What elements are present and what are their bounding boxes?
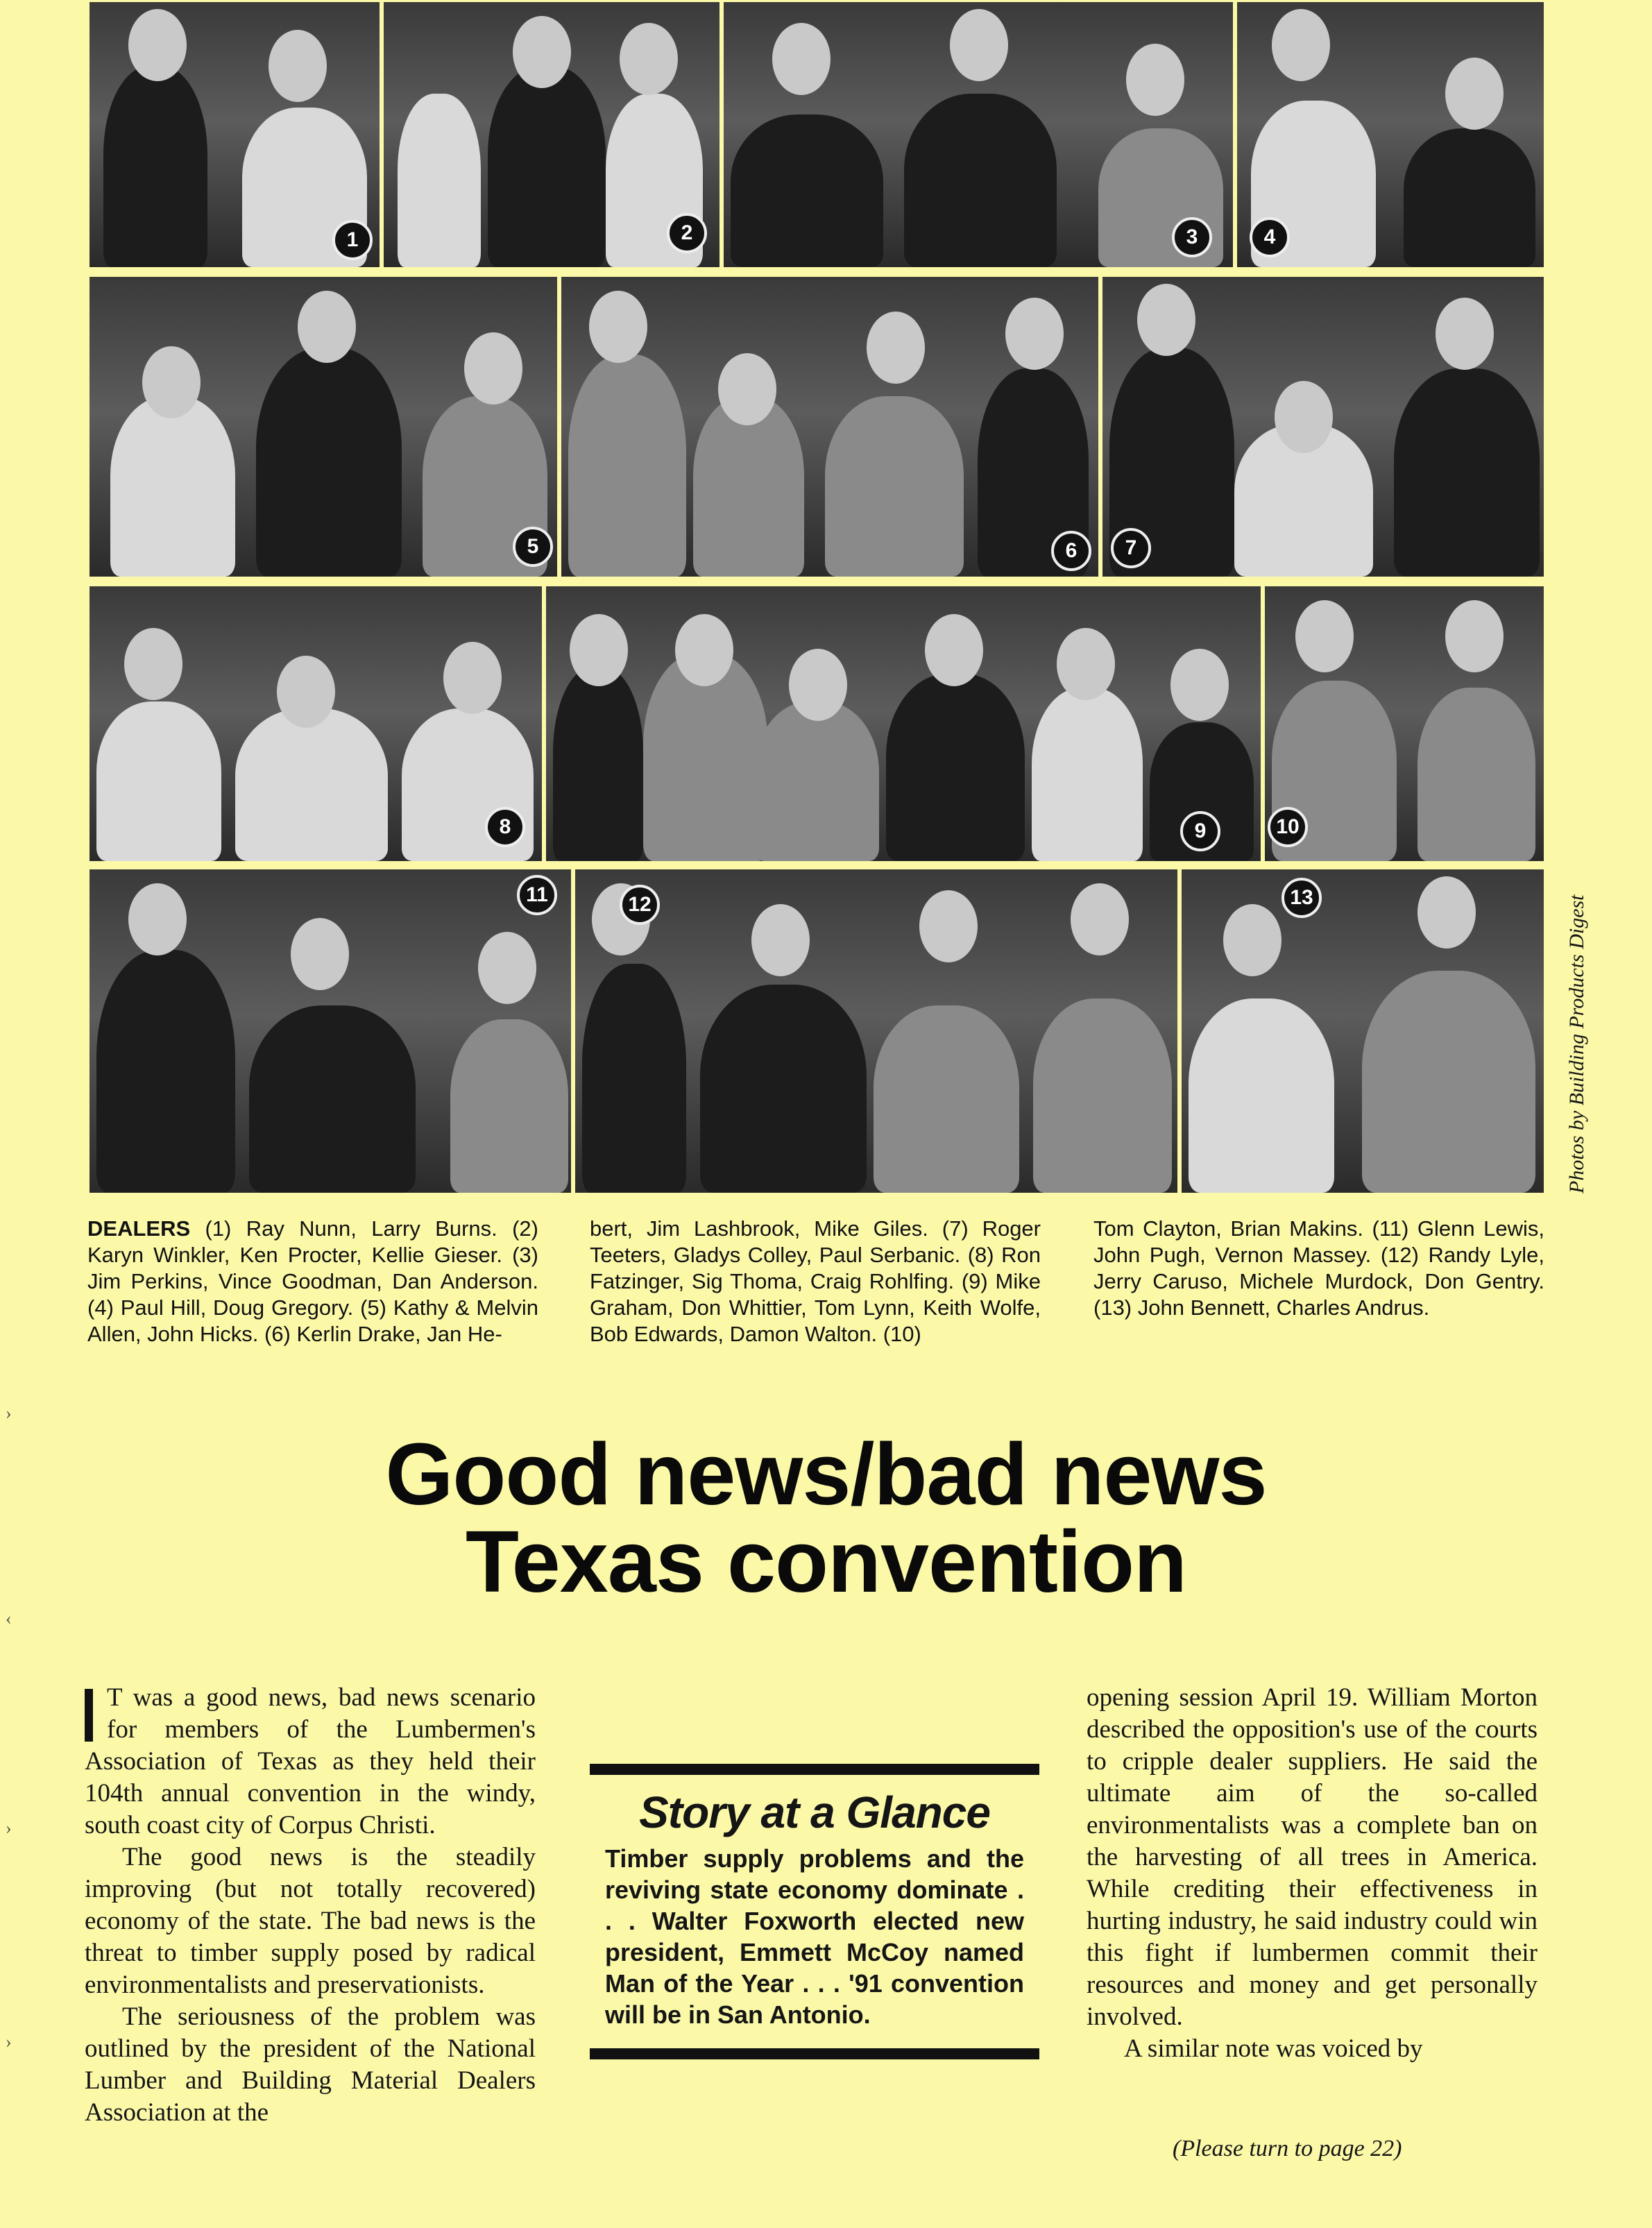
photo-7	[1100, 275, 1546, 579]
photo-number-badge: 9	[1180, 811, 1220, 851]
continuation-note: (Please turn to page 22)	[1173, 2136, 1402, 2161]
margin-mark: ›	[6, 1403, 12, 1423]
photo-4	[1235, 0, 1546, 269]
photo-number-badge: 4	[1250, 217, 1290, 257]
margin-mark: ‹	[6, 1608, 12, 1629]
caption-column-2: bert, Jim Lashbrook, Mike Giles. (7) Roger Teeters, Gladys Colley, Paul Serbanic. (8) Ron Fatzinger, Sig Thoma, Craig Rohlfing. (9) Mike Graham, Don Whittier, Tom Lynn, Keith Wolfe, Bob Edwards, Damon Walton. (10)	[590, 1216, 1041, 1346]
glance-bottom-rule	[590, 2048, 1039, 2059]
article-column-right	[1087, 1682, 1538, 2065]
story-at-a-glance-box	[590, 1764, 1039, 2059]
caption-column-1	[87, 1216, 538, 1347]
photo-1	[87, 0, 382, 269]
drop-cap-i	[85, 1689, 93, 1742]
glance-top-rule	[590, 1764, 1039, 1775]
photo-6	[559, 275, 1100, 579]
photo-12	[573, 867, 1180, 1195]
photo-10	[1263, 584, 1546, 863]
photo-number-badge: 6	[1051, 531, 1091, 571]
headline-line-1: Good news/bad news	[385, 1425, 1267, 1523]
glance-text: Timber supply problems and the reviving state economy dominate . . . Walter Foxworth elected new president, Emmett McCoy named Man of the Year . . . '91 convention will be in San Antonio.	[605, 1844, 1024, 2029]
photo-5	[87, 275, 559, 579]
photo-credit: Photos by Building Products Digest	[1565, 894, 1588, 1193]
caption-heading: DEALERS	[87, 1216, 191, 1241]
photo-3	[722, 0, 1235, 269]
photo-number-badge: 12	[620, 885, 660, 925]
photo-number-badge: 2	[667, 213, 707, 253]
article-column-left	[85, 1682, 536, 2129]
photo-number-badge: 5	[513, 527, 553, 567]
article-paragraph: The seriousness of the problem was outlined by the president of the National Lumber and Building Material Dealers Association at the	[85, 2002, 536, 2127]
photo-9	[544, 584, 1263, 863]
photo-11	[87, 867, 573, 1195]
article-paragraph: A similar note was voiced by	[1124, 2034, 1423, 2063]
article-paragraph: T was a good news, bad news scenario for members of the Lumbermen's Association of Texas as they held their 104th annual convention in the windy, south coast city of Corpus Christi.	[85, 1683, 536, 1839]
article-paragraph: The good news is the steadily improving (but not totally recovered) economy of the state. The bad news is the threat to timber supply posed by radical environmentalists and preservationists.	[85, 1843, 536, 1999]
photo-number-badge: 8	[485, 807, 525, 847]
photo-number-badge: 7	[1111, 528, 1151, 568]
caption-column-3: Tom Clayton, Brian Makins. (11) Glenn Lewis, John Pugh, Vernon Massey. (12) Randy Lyle, Jerry Caruso, Michele Murdock, Don Gentry. (13) John Bennett, Charles Andrus.	[1093, 1216, 1544, 1320]
photo-number-badge: 3	[1172, 217, 1212, 257]
headline-line-2: Texas convention	[466, 1513, 1186, 1610]
photo-number-badge: 11	[517, 875, 557, 915]
photo-number-badge: 13	[1281, 878, 1322, 918]
margin-mark: ›	[6, 1818, 12, 1838]
photo-grid	[87, 0, 1546, 1195]
photo-13	[1180, 867, 1546, 1195]
photo-2	[382, 0, 722, 269]
margin-mark: ›	[6, 2032, 12, 2052]
article-headline	[0, 1425, 1652, 1610]
photo-8	[87, 584, 544, 863]
caption-text: (1) Ray Nunn, Larry Burns. (2) Karyn Winkler, Ken Procter, Kellie Gieser. (3) Jim Perkins, Vince Goodman, Dan Anderson. (4) Paul Hill, Doug Gregory. (5) Kathy & Melvin Allen, John Hicks. (6) Kerlin Drake, Jan He-	[87, 1216, 538, 1346]
photo-number-badge: 10	[1268, 807, 1308, 847]
photo-number-badge: 1	[332, 220, 373, 260]
glance-title: Story at a Glance	[639, 1787, 990, 1837]
photo-captions	[87, 1216, 1546, 1354]
article-paragraph: opening session April 19. William Morton described the opposition's use of the courts to cripple dealer suppliers. He said the ultimate aim of the so-called environmentalists was a complete ban on the harvesting of all trees in America. While crediting their effectiveness in hurting industry, he said industry could win this fight if lumbermen commit their resources and money and get personally involved.	[1087, 1683, 1538, 2031]
